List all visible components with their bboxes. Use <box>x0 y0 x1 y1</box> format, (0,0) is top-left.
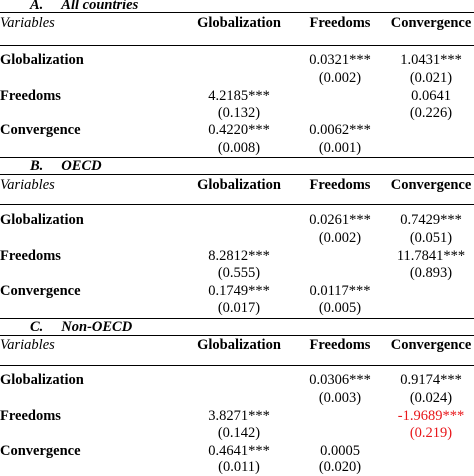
coef-cell: 0.0306*** <box>309 372 371 388</box>
column-header-globalization: Globalization <box>197 177 281 193</box>
coef-cell: 0.4220*** <box>208 122 270 138</box>
panel-name: OECD <box>61 158 102 174</box>
se-cell: (0.142) <box>217 425 261 441</box>
se-cell: (0.555) <box>217 265 261 281</box>
column-header-convergence: Convergence <box>390 15 472 31</box>
se-cell: (0.002) <box>318 70 362 86</box>
coef-cell: 0.7429*** <box>400 212 462 228</box>
row-label-freedoms: Freedoms <box>0 248 61 264</box>
column-header-freedoms: Freedoms <box>309 15 371 31</box>
se-cell: (0.051) <box>409 230 453 246</box>
se-cell: (0.021) <box>409 70 453 86</box>
row-label-convergence: Convergence <box>0 122 81 138</box>
se-cell: (0.020) <box>318 459 362 475</box>
coef-cell: 0.0261*** <box>309 212 371 228</box>
se-cell: (0.008) <box>217 140 261 156</box>
variables-header: Variables <box>0 177 55 193</box>
column-header-convergence: Convergence <box>390 337 472 353</box>
coef-cell: 8.2812*** <box>208 248 270 264</box>
row-label-globalization: Globalization <box>0 212 84 228</box>
header-rule <box>0 45 474 46</box>
panel-letter: C. <box>30 319 44 335</box>
se-cell: (0.024) <box>409 390 453 406</box>
variables-header: Variables <box>0 15 55 31</box>
panel-name: All countries <box>61 0 139 13</box>
panel-subhead-rule <box>0 335 474 336</box>
panel-letter: A. <box>30 0 44 13</box>
row-label-convergence: Convergence <box>0 443 81 459</box>
se-cell: (0.011) <box>218 459 260 475</box>
se-cell: (0.132) <box>217 105 261 121</box>
coef-cell: 1.0431*** <box>400 52 462 68</box>
coef-cell: 0.9174*** <box>400 372 462 388</box>
coef-cell: 11.7841*** <box>396 248 466 264</box>
se-cell: (0.893) <box>409 265 453 281</box>
panel-letter: B. <box>30 158 44 174</box>
row-label-globalization: Globalization <box>0 372 84 388</box>
coef-cell: 3.8271*** <box>208 408 270 424</box>
column-header-globalization: Globalization <box>197 337 281 353</box>
se-cell-negative: (0.219) <box>409 425 453 441</box>
header-rule <box>0 365 474 366</box>
column-header-convergence: Convergence <box>390 177 472 193</box>
variables-header: Variables <box>0 337 55 353</box>
panel-name: Non-OECD <box>61 319 133 335</box>
coef-cell-negative: -1.9689*** <box>397 408 465 424</box>
row-label-freedoms: Freedoms <box>0 408 61 424</box>
row-label-freedoms: Freedoms <box>0 88 61 104</box>
coef-cell: 0.0005 <box>320 443 360 459</box>
row-label-convergence: Convergence <box>0 283 81 299</box>
coef-cell: 0.0321*** <box>309 52 371 68</box>
coef-cell: 0.0641 <box>411 88 451 104</box>
coef-cell: 4.2185*** <box>208 88 270 104</box>
se-cell: (0.005) <box>318 300 362 316</box>
panel-top-rule <box>0 12 474 13</box>
panel-subhead-rule <box>0 174 474 175</box>
header-rule <box>0 204 474 205</box>
se-cell: (0.001) <box>318 140 362 156</box>
coef-cell: 0.0117*** <box>309 283 371 299</box>
se-cell: (0.017) <box>217 300 261 316</box>
column-header-globalization: Globalization <box>197 15 281 31</box>
coef-cell: 0.1749*** <box>208 283 270 299</box>
column-header-freedoms: Freedoms <box>309 177 371 193</box>
se-cell: (0.002) <box>318 230 362 246</box>
row-label-globalization: Globalization <box>0 52 84 68</box>
coef-cell: 0.4641*** <box>208 443 270 459</box>
se-cell: (0.003) <box>318 390 362 406</box>
coef-cell: 0.0062*** <box>309 122 371 138</box>
panel-title-c <box>30 319 132 335</box>
column-header-freedoms: Freedoms <box>309 337 371 353</box>
se-cell: (0.226) <box>409 105 453 121</box>
panel-title-b <box>30 158 102 174</box>
